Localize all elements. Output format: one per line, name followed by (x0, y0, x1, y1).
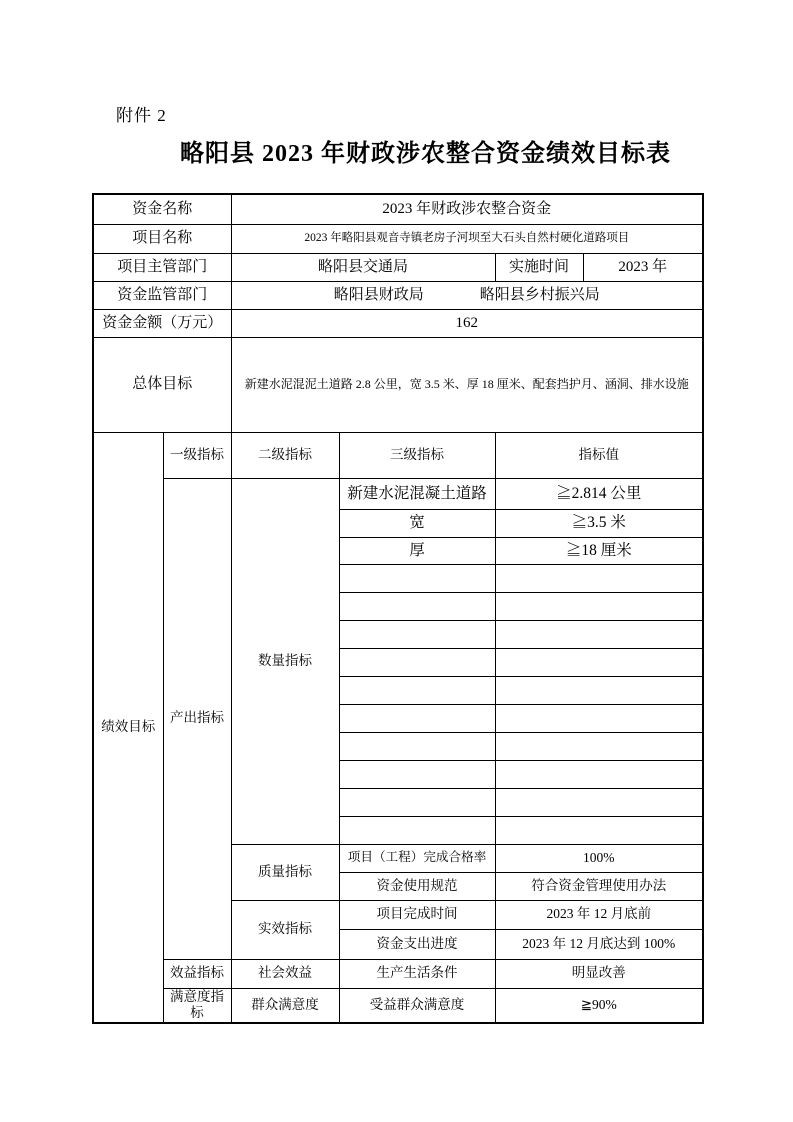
benefit-row (93, 959, 703, 988)
indicator-value: ≧3.5 米 (495, 509, 703, 537)
overall-goal-label: 总体目标 (93, 337, 231, 432)
empty-indicator-name (339, 676, 495, 704)
satisfaction-indicator-cell: 满意度指标 (163, 988, 231, 1023)
empty-indicator-name (339, 648, 495, 676)
header-value: 指标值 (495, 432, 703, 478)
competent-dept-value: 略阳县交通局 (231, 253, 495, 281)
overall-goal-row (93, 337, 703, 432)
indicator-name: 项目完成时间 (339, 900, 495, 929)
project-name-row (93, 224, 703, 253)
fund-amount-value: 162 (231, 309, 703, 337)
empty-indicator-name (339, 760, 495, 788)
supervise-dept-rural: 略阳县乡村振兴局 (479, 286, 600, 303)
impl-time-label: 实施时间 (495, 253, 583, 281)
fund-name-label: 资金名称 (93, 194, 231, 224)
indicator-value: ≧2.814 公里 (495, 478, 703, 509)
overall-goal-value: 新建水泥混泥土道路 2.8 公里，宽 3.5 米、厚 18 厘米、配套挡护月、涵洞、排水设施 (231, 337, 703, 432)
indicator-name: 宽 (339, 509, 495, 537)
indicator-name: 受益群众满意度 (339, 988, 495, 1023)
timeliness-indicator-cell: 实效指标 (231, 900, 339, 959)
quantity-row-road (93, 478, 703, 509)
indicator-name: 项目（工程）完成合格率 (339, 844, 495, 872)
empty-indicator-value (495, 760, 703, 788)
page-title: 略阳县 2023 年财政涉农整合资金绩效目标表 (180, 141, 671, 167)
quality-indicator-cell: 质量指标 (231, 844, 339, 900)
supervise-dept-label: 资金监管部门 (93, 281, 231, 309)
empty-indicator-value (495, 564, 703, 592)
empty-indicator-value (495, 816, 703, 844)
empty-indicator-name (339, 816, 495, 844)
empty-indicator-name (339, 592, 495, 620)
empty-indicator-value (495, 620, 703, 648)
indicator-value: 符合资金管理使用办法 (495, 872, 703, 900)
supervise-dept-row (93, 281, 703, 309)
header-level1: 一级指标 (163, 432, 231, 478)
indicator-name: 资金支出进度 (339, 929, 495, 959)
indicator-name: 资金使用规范 (339, 872, 495, 900)
indicator-header-row (93, 432, 703, 478)
indicator-value: 2023 年 12 月底前 (495, 900, 703, 929)
indicator-name: 生产生活条件 (339, 959, 495, 988)
supervise-dept-finance: 略阳县财政局 (333, 286, 424, 303)
empty-indicator-name (339, 564, 495, 592)
public-satisfaction-cell: 群众满意度 (231, 988, 339, 1023)
supervise-dept-value (231, 281, 703, 309)
social-benefit-cell: 社会效益 (231, 959, 339, 988)
indicator-value: 100% (495, 844, 703, 872)
attachment-label: 附件 2 (116, 106, 167, 125)
satisfaction-row (93, 988, 703, 1023)
indicator-value: ≧18 厘米 (495, 537, 703, 564)
project-name-label: 项目名称 (93, 224, 231, 253)
empty-indicator-name (339, 788, 495, 816)
indicator-name: 厚 (339, 537, 495, 564)
fund-name-value: 2023 年财政涉农整合资金 (231, 194, 703, 224)
empty-indicator-value (495, 592, 703, 620)
fund-amount-row (93, 309, 703, 337)
empty-indicator-value (495, 704, 703, 732)
empty-indicator-value (495, 676, 703, 704)
indicator-value: 明显改善 (495, 959, 703, 988)
project-name-value: 2023 年略阳县观音寺镇老房子河坝至大石头自然村硬化道路项目 (231, 224, 703, 253)
header-level2: 二级指标 (231, 432, 339, 478)
empty-indicator-value (495, 788, 703, 816)
empty-indicator-name (339, 704, 495, 732)
empty-indicator-name (339, 620, 495, 648)
empty-indicator-name (339, 732, 495, 760)
fund-name-row (93, 194, 703, 224)
indicator-value: 2023 年 12 月底达到 100% (495, 929, 703, 959)
quantity-indicator-cell: 数量指标 (231, 478, 339, 844)
performance-target-table (92, 193, 704, 1024)
empty-indicator-value (495, 732, 703, 760)
fund-amount-label: 资金金额（万元） (93, 309, 231, 337)
empty-indicator-value (495, 648, 703, 676)
benefit-indicator-cell: 效益指标 (163, 959, 231, 988)
header-level3: 三级指标 (339, 432, 495, 478)
competent-dept-label: 项目主管部门 (93, 253, 231, 281)
output-indicator-cell: 产出指标 (163, 478, 231, 959)
competent-dept-row (93, 253, 703, 281)
indicator-value: ≧90% (495, 988, 703, 1023)
impl-time-value: 2023 年 (583, 253, 703, 281)
perf-goal-section-cell: 绩效目标 (93, 432, 163, 1023)
indicator-name: 新建水泥混凝土道路 (339, 478, 495, 509)
